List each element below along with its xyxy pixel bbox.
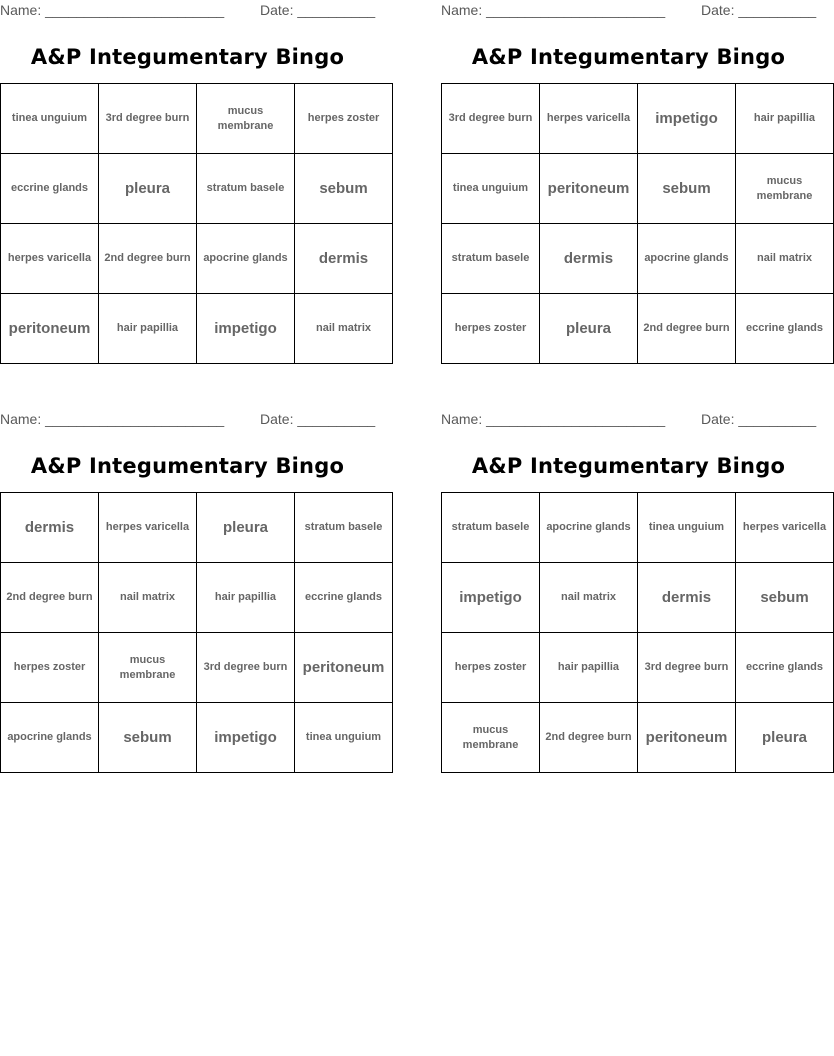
grid-row [1,563,393,633]
grid-cell: nail matrix [540,563,638,633]
grid-cell: eccrine glands [1,154,99,224]
bingo-grid [0,83,393,364]
grid-cell: impetigo [638,84,736,154]
grid-cell: herpes varicella [540,84,638,154]
card-title: A&P Integumentary Bingo [30,45,345,69]
grid-cell: pleura [540,294,638,364]
grid-cell: stratum basele [295,493,393,563]
grid-cell: impetigo [197,294,295,364]
grid-cell: herpes zoster [442,633,540,703]
grid-cell: stratum basele [442,493,540,563]
grid-cell: apocrine glands [540,493,638,563]
grid-cell: hair papillia [197,563,295,633]
card-header [441,409,816,431]
grid-cell: stratum basele [197,154,295,224]
grid-cell: pleura [736,703,834,773]
grid-cell: peritoneum [638,703,736,773]
grid-cell: mucus membrane [197,84,295,154]
grid-cell: impetigo [197,703,295,773]
grid-cell: eccrine glands [736,294,834,364]
grid-cell: tinea unguium [638,493,736,563]
grid-row [1,84,393,154]
grid-cell: 3rd degree burn [99,84,197,154]
grid-cell: dermis [1,493,99,563]
grid-cell: eccrine glands [736,633,834,703]
grid-cell: dermis [638,563,736,633]
grid-cell: dermis [540,224,638,294]
grid-cell: mucus membrane [442,703,540,773]
grid-cell: 3rd degree burn [638,633,736,703]
grid-cell: stratum basele [442,224,540,294]
name-field-label: Name: _______________________ [441,411,666,427]
name-field-label: Name: _______________________ [0,2,225,18]
grid-row [1,294,393,364]
bingo-card-3 [0,409,385,746]
grid-cell: nail matrix [99,563,197,633]
grid-cell: hair papillia [540,633,638,703]
grid-row [1,633,393,703]
card-title: A&P Integumentary Bingo [30,454,345,478]
card-header [441,0,816,22]
grid-cell: sebum [736,563,834,633]
card-title: A&P Integumentary Bingo [471,45,786,69]
grid-cell: 3rd degree burn [197,633,295,703]
card-header [0,409,375,431]
grid-row [442,154,834,224]
date-field-label: Date: __________ [701,2,817,18]
grid-cell: peritoneum [540,154,638,224]
grid-cell: 2nd degree burn [99,224,197,294]
bingo-card-1 [0,0,380,337]
grid-cell: herpes zoster [1,633,99,703]
date-field-label: Date: __________ [260,411,376,427]
bingo-card-2 [441,0,824,337]
grid-row [442,294,834,364]
grid-cell: sebum [638,154,736,224]
grid-cell: apocrine glands [197,224,295,294]
grid-cell: sebum [295,154,393,224]
grid-row [442,84,834,154]
grid-cell: hair papillia [99,294,197,364]
card-title: A&P Integumentary Bingo [471,454,786,478]
grid-cell: 2nd degree burn [1,563,99,633]
grid-cell: 2nd degree burn [540,703,638,773]
date-field-label: Date: __________ [701,411,817,427]
grid-row [1,703,393,773]
grid-cell: hair papillia [736,84,834,154]
grid-row [442,633,834,703]
grid-cell: tinea unguium [1,84,99,154]
grid-row [1,224,393,294]
grid-row [1,154,393,224]
grid-cell: pleura [99,154,197,224]
grid-cell: peritoneum [1,294,99,364]
grid-row [442,703,834,773]
grid-cell: eccrine glands [295,563,393,633]
grid-cell: nail matrix [736,224,834,294]
bingo-grid [441,83,834,364]
grid-row [442,563,834,633]
grid-cell: herpes zoster [442,294,540,364]
grid-cell: herpes varicella [1,224,99,294]
grid-cell: apocrine glands [638,224,736,294]
bingo-grid [0,492,393,773]
grid-cell: tinea unguium [295,703,393,773]
grid-cell: peritoneum [295,633,393,703]
grid-cell: herpes zoster [295,84,393,154]
grid-cell: herpes varicella [99,493,197,563]
grid-cell: mucus membrane [99,633,197,703]
grid-cell: tinea unguium [442,154,540,224]
name-field-label: Name: _______________________ [0,411,225,427]
grid-row [442,493,834,563]
grid-row [1,493,393,563]
grid-row [442,224,834,294]
grid-cell: sebum [99,703,197,773]
name-field-label: Name: _______________________ [441,2,666,18]
bingo-grid [441,492,834,773]
grid-cell: dermis [295,224,393,294]
grid-cell: mucus membrane [736,154,834,224]
grid-cell: apocrine glands [1,703,99,773]
date-field-label: Date: __________ [260,2,376,18]
grid-cell: 3rd degree burn [442,84,540,154]
bingo-card-4 [441,409,827,751]
grid-cell: herpes varicella [736,493,834,563]
grid-cell: impetigo [442,563,540,633]
grid-cell: 2nd degree burn [638,294,736,364]
card-header [0,0,375,22]
grid-cell: pleura [197,493,295,563]
grid-cell: nail matrix [295,294,393,364]
